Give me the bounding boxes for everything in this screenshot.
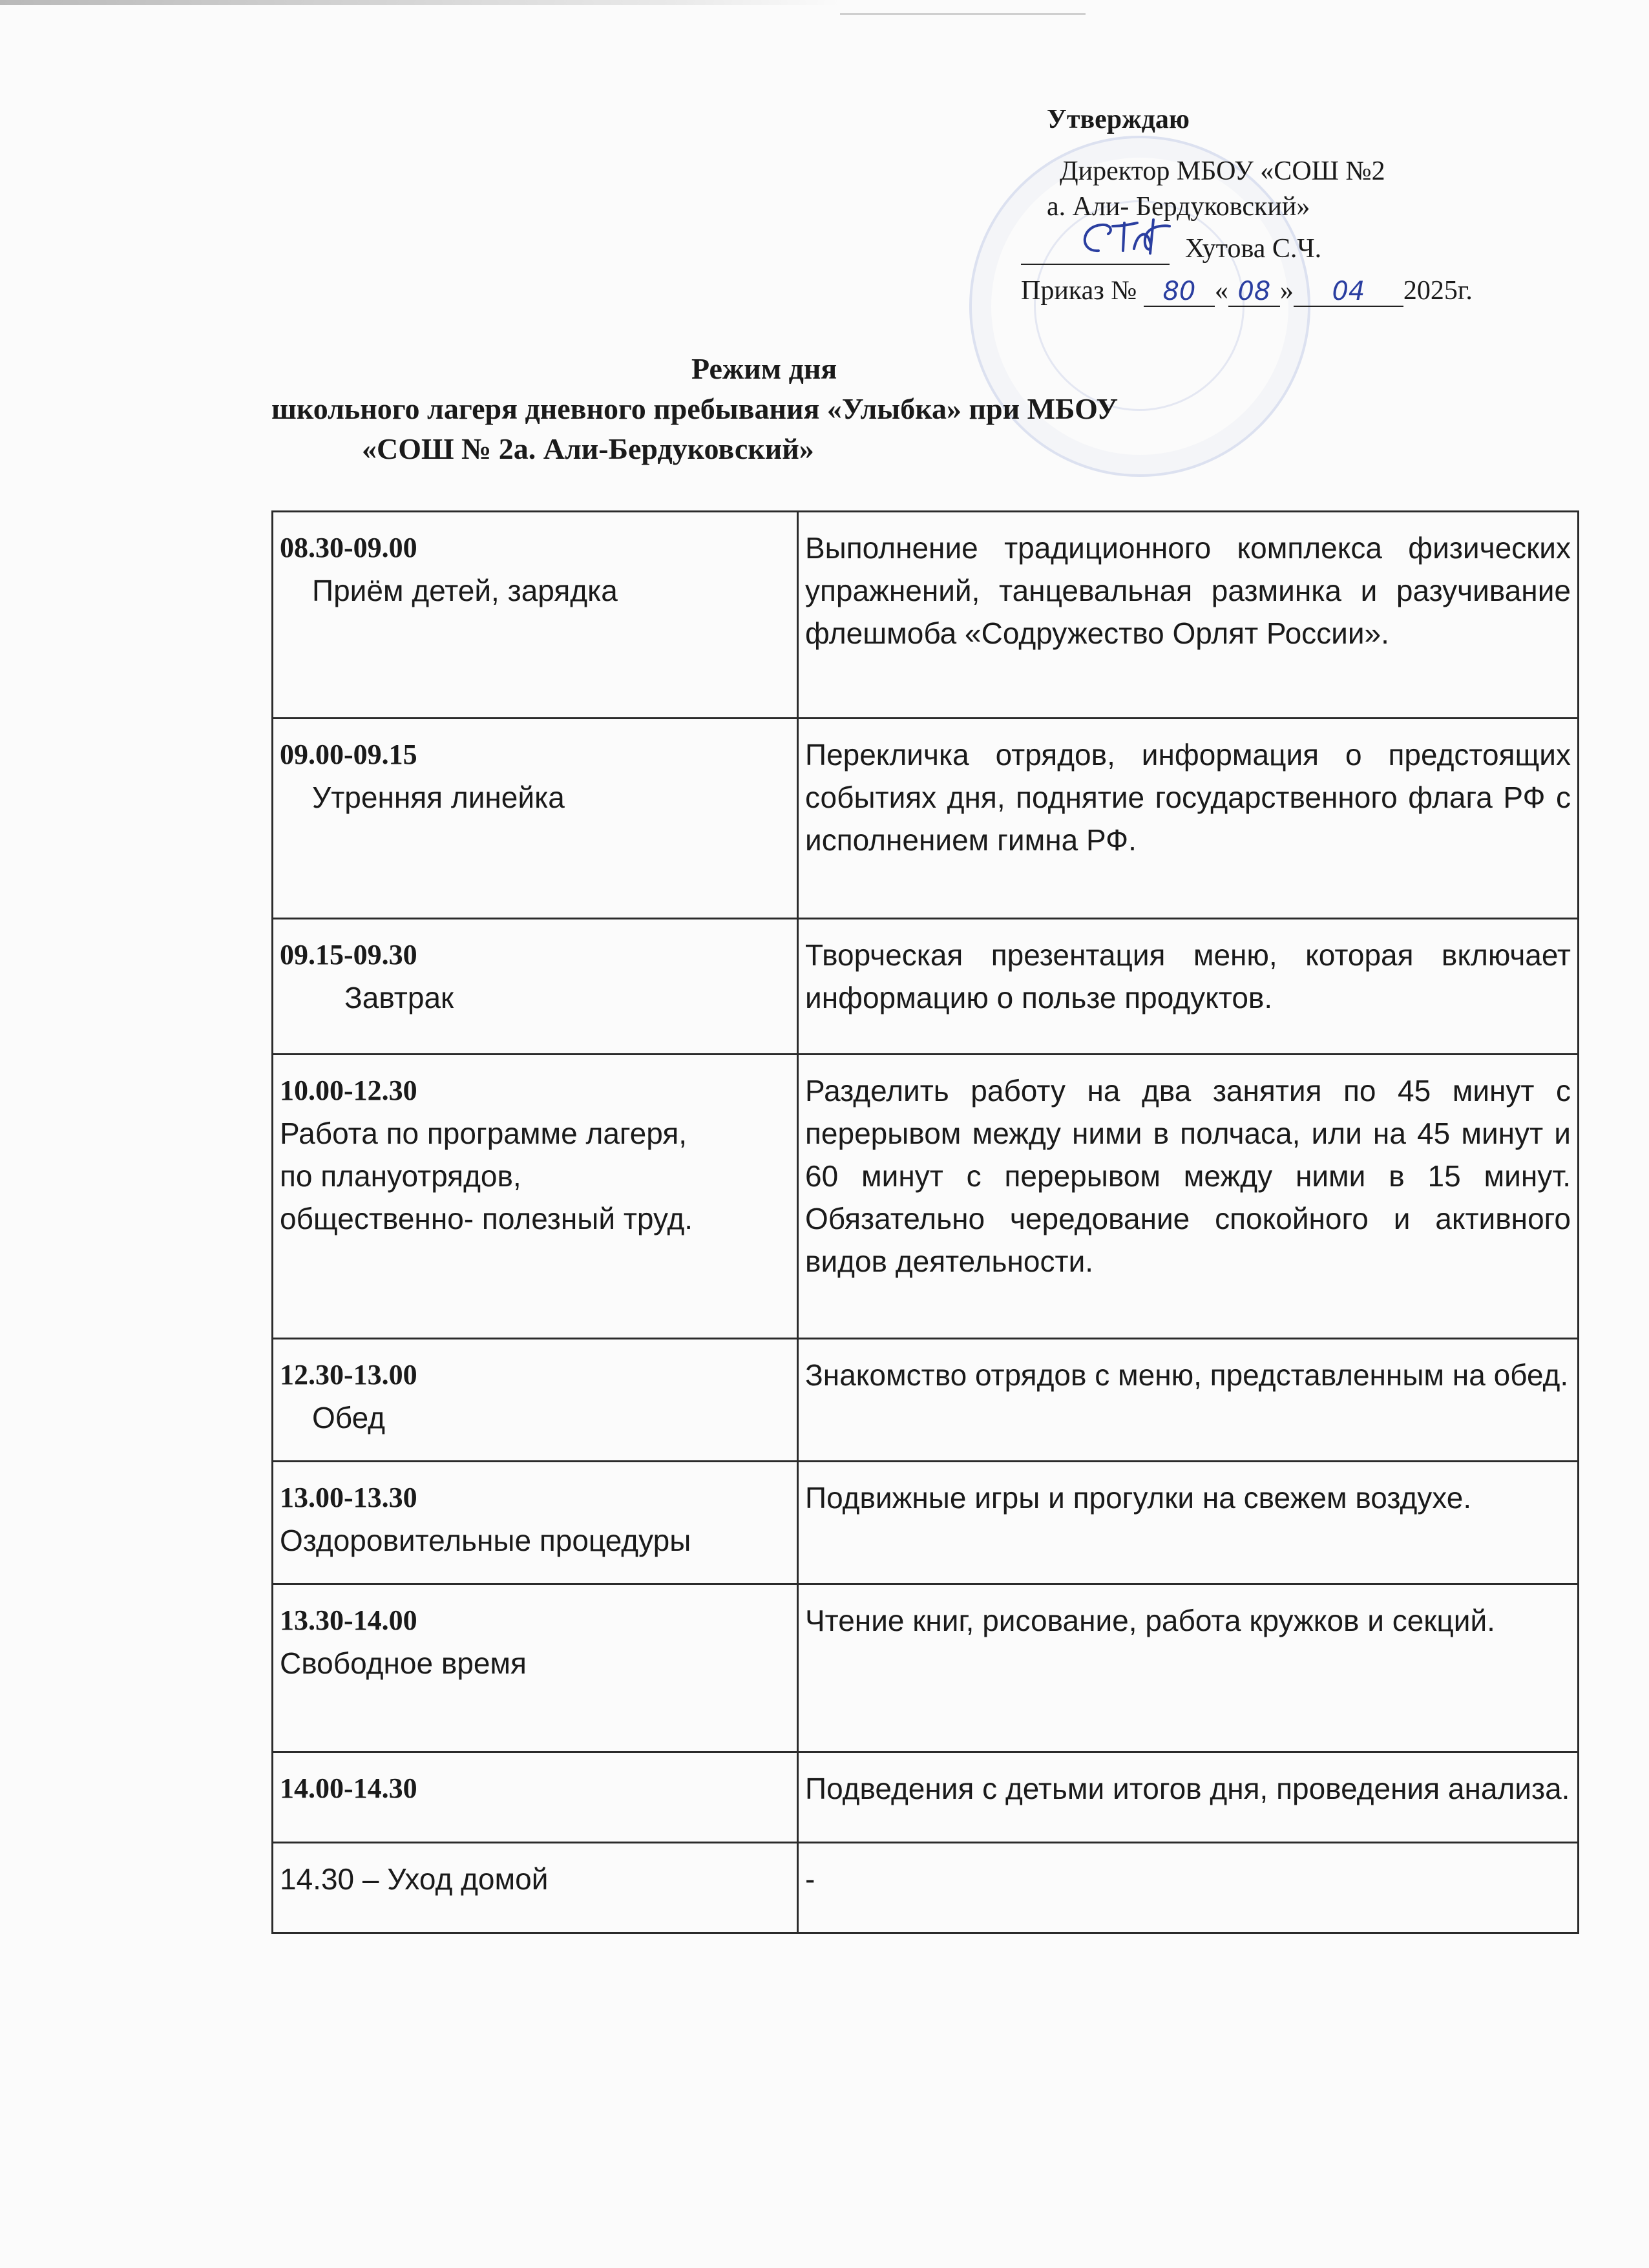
activity-name: Завтрак [344, 981, 454, 1014]
schedule-table [271, 510, 1579, 1934]
time-cell [273, 1462, 798, 1584]
heading-subtitle: школьного лагеря дневного пребывания «Улыбка» при МБОУ [271, 392, 1119, 425]
handwritten-signature [1073, 213, 1182, 265]
description-cell: Разделить работу на два занятия по 45 минут с перерывом между ними в полчаса, или на 45 минут и 60 минут с перерывом между ними в 15 минут. Обязательно чередование спокойного и активного видов деятельности. [798, 1055, 1579, 1339]
time-range: 13.30-14.00 [280, 1604, 417, 1636]
table-row [273, 512, 1579, 719]
time-cell [273, 512, 798, 719]
time-cell [273, 1339, 798, 1462]
time-range: 12.30-13.00 [280, 1359, 417, 1391]
description-cell: Выполнение традиционного комплекса физических упражнений, танцевальная разминка и разучивание флешмоба «Содружество Орлят России». [798, 512, 1579, 719]
quote-open: « [1214, 276, 1228, 306]
order-prefix: Приказ № [1021, 276, 1137, 306]
description-cell: Творческая презентация меню, которая включает информацию о пользе продуктов. [798, 919, 1579, 1055]
table-row [273, 1339, 1579, 1462]
time-range: 13.00-13.30 [280, 1482, 417, 1513]
description-cell: - [798, 1843, 1579, 1933]
table-row [273, 719, 1579, 919]
time-range: 10.00-12.30 [280, 1075, 417, 1106]
order-number: 80 [1144, 277, 1215, 307]
table-row [273, 1055, 1579, 1339]
time-range: 09.00-09.15 [280, 739, 417, 770]
table-row [273, 1462, 1579, 1584]
activity-name: 14.30 – Уход домой [280, 1862, 549, 1896]
activity-name: Приём детей, зарядка [312, 574, 618, 607]
activity-name: Утренняя линейка [312, 781, 565, 814]
time-range: 08.30-09.00 [280, 532, 417, 563]
scan-edge-line [840, 13, 1086, 15]
time-cell [273, 1752, 798, 1843]
table-row [273, 1843, 1579, 1933]
description-cell: Знакомство отрядов с меню, представленным на обед. [798, 1339, 1579, 1462]
time-range: 09.15-09.30 [280, 939, 417, 971]
approval-order-line [1021, 275, 1473, 307]
description-cell: Чтение книг, рисование, работа кружков и секций. [798, 1584, 1579, 1752]
heading-school: «СОШ № 2а. Али-Бердуковский» [362, 432, 814, 465]
table-row [273, 1752, 1579, 1843]
approval-school: а. Али- Бердуковский» [1047, 192, 1310, 222]
time-cell [273, 1584, 798, 1752]
time-cell [273, 1055, 798, 1339]
table-row [273, 919, 1579, 1055]
activity-name: Работа по программе лагеря, по плануотрядов, общественно- полезный труд. [280, 1117, 693, 1235]
order-day: 08 [1228, 277, 1280, 307]
time-cell [273, 919, 798, 1055]
description-cell: Подвижные игры и прогулки на свежем воздухе. [798, 1462, 1579, 1584]
order-month: 04 [1294, 277, 1403, 307]
scan-edge [0, 0, 840, 5]
activity-name: Свободное время [280, 1646, 527, 1680]
quote-close: » [1279, 276, 1294, 306]
order-year: 2025г. [1403, 276, 1473, 306]
approval-position: Директор МБОУ «СОШ №2 [1060, 156, 1385, 186]
description-cell: Перекличка отрядов, информация о предстоящих событиях дня, поднятие государственного флага РФ с исполнением гимна РФ. [798, 719, 1579, 919]
activity-name: Оздоровительные процедуры [280, 1524, 691, 1557]
time-cell [273, 719, 798, 919]
director-name: Хутова С.Ч. [1185, 234, 1322, 264]
approval-title: Утверждаю [1047, 105, 1190, 134]
description-cell: Подведения с детьми итогов дня, проведения анализа. [798, 1752, 1579, 1843]
table-row [273, 1584, 1579, 1752]
time-cell [273, 1843, 798, 1933]
activity-name: Обед [312, 1401, 386, 1434]
heading-title: Режим дня [691, 352, 837, 385]
time-range: 14.00-14.30 [280, 1772, 417, 1804]
